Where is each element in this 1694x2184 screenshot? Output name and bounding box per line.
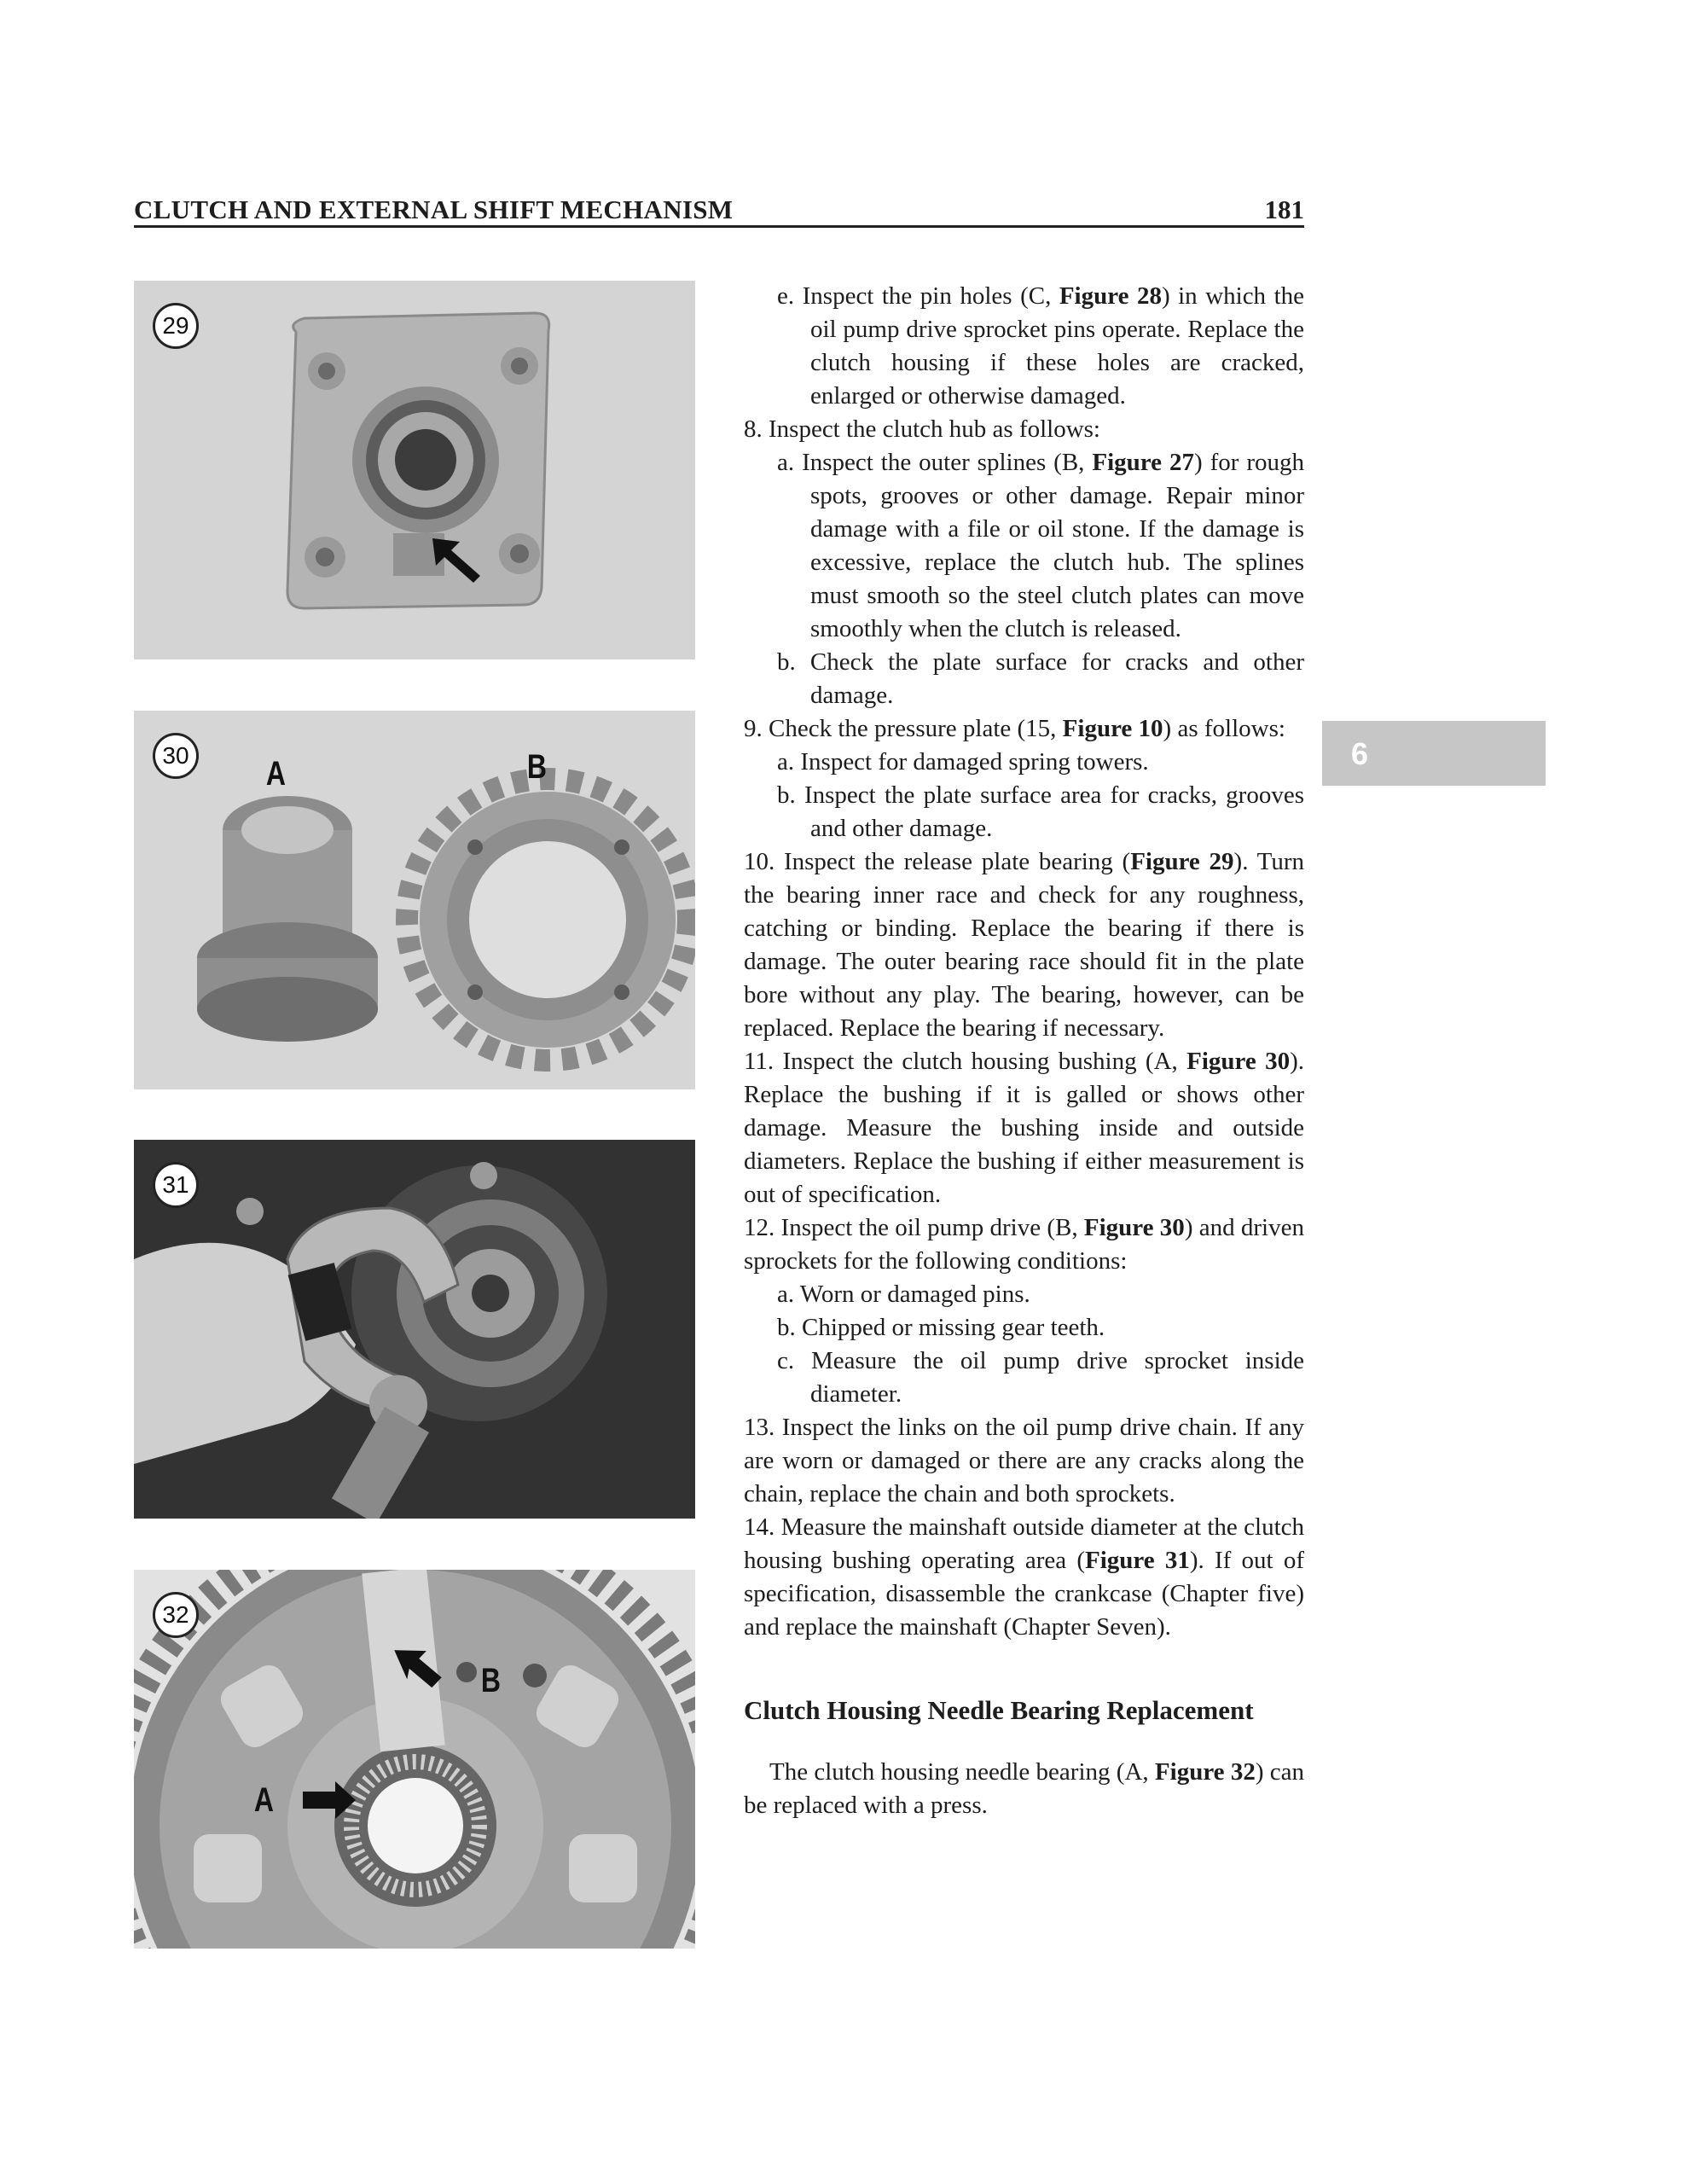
- step-12: 12. Inspect the oil pump drive (B, Figure 30) and driven sprockets for the following conditions:: [744, 1214, 1304, 1275]
- figure-number-badge: 29: [153, 303, 199, 349]
- step-8b: b. Check the plate surface for cracks and other damage.: [777, 648, 1304, 709]
- figure-number-badge: 32: [153, 1592, 199, 1638]
- intro-paragraph: The clutch housing needle bearing (A, Figure 32) can be replaced with a press.: [744, 1758, 1305, 1819]
- release-plate-image: [134, 281, 695, 659]
- step-8a: a. Inspect the outer splines (B, Figure 27) for rough spots, grooves or other damage. Repair minor damage with a file or oil stone. If the damage is excessive, replace the clutch hub. The splines must smooth so the steel clutch plates can move smoothly when the clutch is released.: [777, 449, 1304, 642]
- callout-label-a: A: [253, 1781, 275, 1819]
- step-13: 13. Inspect the links on the oil pump drive chain. If any are worn or damaged or there are any cracks along the chain, replace the chain and both sprockets.: [744, 1414, 1304, 1507]
- step-8: 8. Inspect the clutch hub as follows:: [744, 415, 1100, 443]
- micrometer-measurement-image: [134, 1140, 695, 1519]
- section-heading: Clutch Housing Needle Bearing Replacement: [744, 1695, 1254, 1725]
- step-10: 10. Inspect the release plate bearing (Figure 29). Turn the bearing inner race and check for any roughness, catching or binding. Replace the bearing if there is damage. The outer bearing race should fit in the plate bore without any play. The bearing, however, can be replaced. Replace the bearing if necessary.: [744, 848, 1304, 1042]
- figure-32-clutch-housing-photo: [134, 1570, 695, 1949]
- figure-30-bushing-sprocket-photo: [134, 711, 695, 1089]
- callout-label-b: B: [526, 748, 548, 786]
- figure-number-badge: 30: [153, 733, 199, 779]
- step-11: 11. Inspect the clutch housing bushing (A, Figure 30). Replace the bushing if it is galled or shows other damage. Measure the bushing inside and outside diameters. Replace the bushing if either measurement is out of specification.: [744, 1048, 1304, 1208]
- page-number: 181: [1264, 195, 1304, 224]
- chapter-tab-number: 6: [1351, 736, 1369, 771]
- callout-label-a: A: [265, 755, 287, 793]
- figure-number-badge: 31: [153, 1162, 199, 1208]
- step-9a: a. Inspect for damaged spring towers.: [777, 748, 1149, 775]
- chapter-title: CLUTCH AND EXTERNAL SHIFT MECHANISM: [134, 195, 734, 224]
- step-7e: e. Inspect the pin holes (C, Figure 28) in which the oil pump drive sprocket pins operate. Replace the clutch housing if these holes are cracked, enlarged or otherwise damaged.: [777, 282, 1304, 410]
- running-header: [134, 195, 1304, 228]
- clutch-housing-needle-bearing-image: [134, 1570, 695, 1949]
- step-12c: c. Measure the oil pump drive sprocket inside diameter.: [777, 1347, 1304, 1408]
- figure-29-release-plate-photo: [134, 281, 695, 659]
- step-9b: b. Inspect the plate surface area for cracks, grooves and other damage.: [777, 781, 1304, 842]
- step-14: 14. Measure the mainshaft outside diameter at the clutch housing bushing operating area (Figure 31). If out of specification, disassemble the crankcase (Chapter five) and replace the mainshaft (Chapter Seven).: [744, 1513, 1304, 1641]
- step-12b: b. Chipped or missing gear teeth.: [777, 1314, 1105, 1341]
- step-12a: a. Worn or damaged pins.: [777, 1281, 1030, 1308]
- callout-label-b: B: [480, 1662, 502, 1699]
- chapter-tab: [1322, 721, 1546, 786]
- figure-31-mainshaft-measure-photo: [134, 1140, 695, 1519]
- body-text-column: [744, 280, 1304, 1822]
- step-9: 9. Check the pressure plate (15, Figure 10) as follows:: [744, 715, 1285, 742]
- bushing-and-sprocket-image: [134, 711, 695, 1089]
